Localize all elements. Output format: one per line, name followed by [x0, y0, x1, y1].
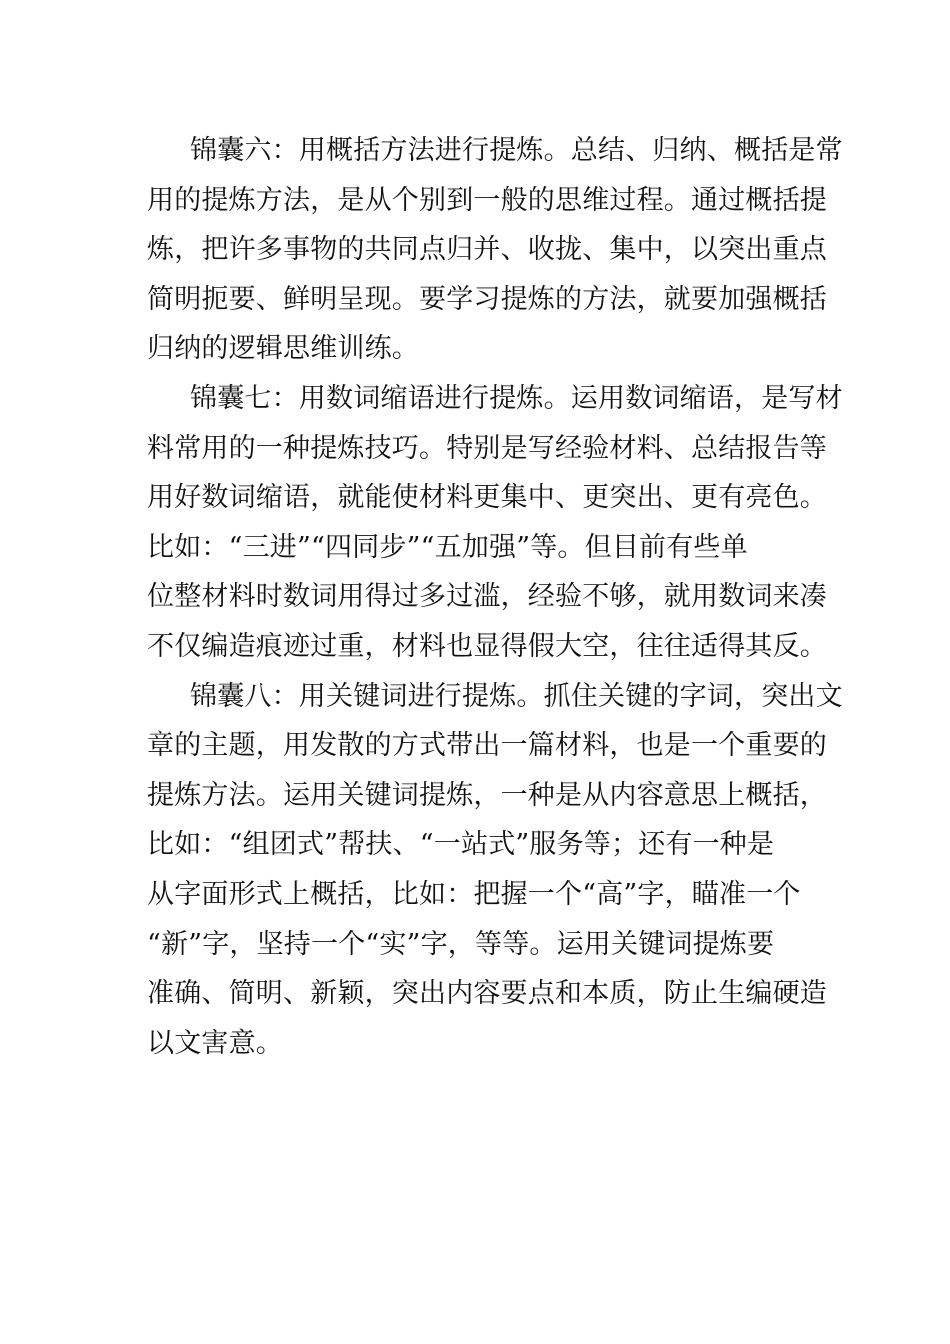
paragraph-jinnang-8: [147, 672, 843, 1069]
paragraph-line: 料常用的一种提炼技巧。特别是写经验材料、总结报告等: [147, 432, 827, 464]
paragraph-line: 归纳的逻辑思维训练。: [147, 333, 419, 365]
paragraph-line: 不仅编造痕迹过重，材料也显得假大空，往往适得其反。: [147, 630, 827, 662]
paragraph-line: 以文害意。: [147, 1027, 283, 1059]
paragraph-line: 锦囊六：用概括方法进行提炼。总结、归纳、概括是常: [190, 135, 843, 166]
paragraph-jinnang-7: [147, 374, 843, 672]
document-body: [147, 126, 843, 1068]
paragraph-line: 比如：“组团式”帮扶、“一站式”服务等；还有一种是: [147, 829, 775, 861]
paragraph-line: 位整材料时数词用得过多过滥，经验不够，就用数词来凑: [147, 581, 827, 613]
paragraph-jinnang-6: [147, 126, 843, 374]
paragraph-line: 从字面形式上概括，比如：把握一个“高”字，瞄准一个: [147, 878, 801, 910]
paragraph-line: 章的主题，用发散的方式带出一篇材料，也是一个重要的: [147, 730, 827, 762]
paragraph-line: 简明扼要、鲜明呈现。要学习提炼的方法，就要加强概括: [147, 283, 827, 315]
paragraph-line: 用好数词缩语，就能使材料更集中、更突出、更有亮色。: [147, 482, 827, 514]
paragraph-line: 炼，把许多事物的共同点归并、收拢、集中，以突出重点: [147, 234, 827, 266]
paragraph-line: “新”字，坚持一个“实”字，等等。运用关键词提炼要: [147, 928, 775, 960]
paragraph-line: 锦囊七：用数词缩语进行提炼。运用数词缩语，是写材: [190, 382, 843, 414]
paragraph-line: 锦囊八：用关键词进行提炼。抓住关键的字词，突出文: [190, 680, 843, 712]
paragraph-line: 准确、简明、新颖，突出内容要点和本质，防止生编硬造: [147, 978, 827, 1010]
paragraph-line: 比如：“三进”“四同步”“五加强”等。但目前有些单: [147, 531, 748, 563]
paragraph-line: 用的提炼方法，是从个别到一般的思维过程。通过概括提: [147, 184, 827, 216]
paragraph-line: 提炼方法。运用关键词提炼，一种是从内容意思上概括，: [147, 779, 827, 811]
